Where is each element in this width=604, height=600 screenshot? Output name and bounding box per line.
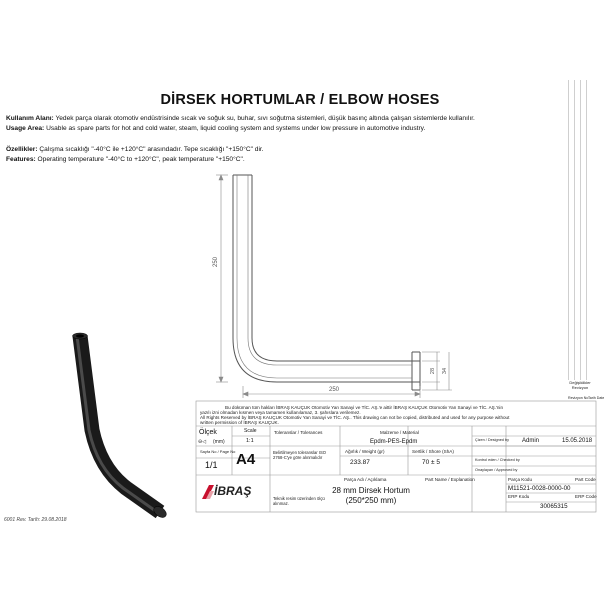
usage-tr-text: Yedek parça olarak otomotiv endüstrisinde sıcak ve soğuk su, buhar, sıvı soğutma sistemleri, düşük basınç altında çalışan sistemlerde kullanılır. bbox=[53, 115, 475, 122]
paper-size: A4 bbox=[236, 451, 256, 468]
erp-code: 30065315 bbox=[540, 503, 568, 510]
company-logo bbox=[200, 481, 266, 503]
footer-revision: 6001 Rev. Tarih: 29.08.2018 bbox=[4, 517, 67, 523]
scale-label: Scale bbox=[244, 428, 257, 434]
revision-header: Değişiklikler Revizyon bbox=[569, 380, 591, 390]
dim-outer-label: 34 bbox=[442, 367, 448, 375]
part-name-label: Parça Adı / Açıklama bbox=[344, 477, 387, 482]
tolerance-note: Belirtilmeyen toleranslar ISO 2768-C'ye göre alınmalıdır bbox=[273, 450, 327, 460]
mm-label: (mm) bbox=[213, 439, 225, 445]
material-label: Malzeme / Material bbox=[380, 430, 419, 435]
drawing-note: Teknik resim üzerinden ölçü alınmaz. bbox=[273, 496, 325, 506]
revision-col1: Revizyon No bbox=[568, 396, 589, 400]
weight-label: Ağırlık / Weight (gr) bbox=[345, 449, 385, 454]
page-title: DİRSEK HORTUMLAR / ELBOW HOSES bbox=[160, 92, 440, 108]
erp-en-label: ERP Code bbox=[575, 494, 597, 499]
projection-icon: ⊖◁ bbox=[198, 439, 207, 445]
sheet-value: 1/1 bbox=[205, 460, 218, 470]
features-tr-text: Çalışma sıcaklığı "-40°C ile +120°C" arasındadır. Tepe sıcaklığı "+150°C" dir. bbox=[37, 146, 264, 153]
logo-text: İBRAŞ bbox=[214, 484, 252, 498]
dim-vertical-label: 250 bbox=[213, 256, 219, 268]
part-code-label: Parça Kodu bbox=[508, 477, 533, 482]
usage-tr-label: Kullanım Alanı: bbox=[6, 115, 54, 122]
part-code-en-label: Part Code bbox=[575, 477, 596, 482]
notice-line-2: yazılı izni olmadan kısmen veya tamamen kullanılamaz, 3. şahıslara verilemez. bbox=[200, 410, 361, 415]
notice-line-4: written permission of İBRAŞ KAUÇUK. bbox=[200, 420, 279, 425]
revision-col2: Tarih Date bbox=[588, 396, 604, 400]
drawn-name: Admin bbox=[522, 438, 540, 444]
drawn-label: Çizen / Designed by bbox=[475, 438, 509, 442]
weight-value: 233.87 bbox=[350, 459, 370, 466]
scale-ratio: 1:1 bbox=[246, 438, 254, 444]
checked-label: Kontrol eden / Checked by bbox=[475, 458, 520, 462]
part-name-2: (250*250 mm) bbox=[345, 496, 397, 505]
part-code: M11521-0028-0000-00 bbox=[508, 485, 571, 492]
olcek-label: Ölçek bbox=[199, 429, 217, 436]
notice-line-1: Bu doküman tüm hakları İBRAŞ KAUÇUK Otomotiv Yan Sanayi ve TİC. AŞ.'e aittir İBRAŞ KAUÇUK Otomotiv Yan Sanayi ve TİC. AŞ.'nin bbox=[225, 405, 504, 410]
tolerance-label: Toleranslar / Tolerances bbox=[274, 430, 323, 435]
material-value: Epdm-PES-Epdm bbox=[370, 439, 418, 445]
part-name-1: 28 mm Dirsek Hortum bbox=[332, 486, 410, 495]
dim-horizontal-label: 250 bbox=[328, 387, 340, 393]
drawn-date: 15.05.2018 bbox=[562, 438, 593, 444]
part-name-en-label: Part Name / Explanation bbox=[425, 477, 475, 482]
dim-inner-label: 28 bbox=[430, 367, 436, 375]
approved-label: Onaylayan / Approved by bbox=[475, 468, 518, 472]
sheet-label: Sayfa No / Page No bbox=[200, 449, 236, 454]
erp-label: ERP Kodu bbox=[508, 494, 530, 499]
features-tr-label: Özellikler: bbox=[6, 146, 38, 153]
usage-en-text: Usable as spare parts for hot and cold water, steam, liquid cooling system and systems under low pressure in automotive industry. bbox=[44, 125, 426, 132]
notice-line-3: All Rights Reserved by İBRAŞ KAUÇUK Otomotiv Yan Sanayi ve TİC. AŞ.. This drawing can not be copied, distributed and used for any purpose without bbox=[200, 415, 510, 420]
hardness-label: Sertlik / Shore (ShA) bbox=[412, 449, 454, 454]
hardness-value: 70 ± 5 bbox=[422, 459, 441, 466]
features-en-text: Operating temperature "-40°C to +120°C", peak temperature "+150°C". bbox=[35, 156, 245, 163]
features-en-label: Features: bbox=[6, 156, 36, 163]
usage-en-label: Usage Area: bbox=[6, 125, 45, 132]
